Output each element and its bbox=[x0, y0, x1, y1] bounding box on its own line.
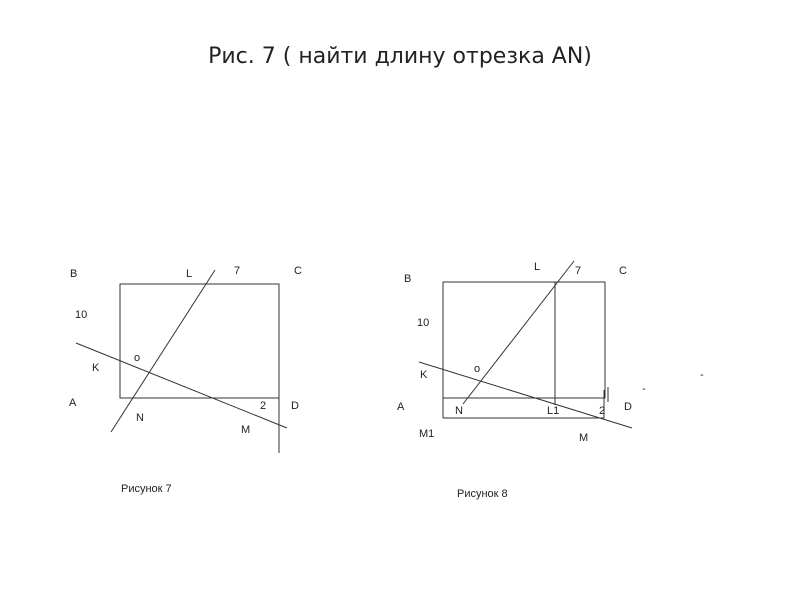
label-c-8: C bbox=[619, 265, 627, 277]
label-o-8: o bbox=[474, 363, 481, 375]
label-7: 7 bbox=[234, 265, 241, 277]
stray-mark-2: - bbox=[700, 369, 704, 381]
label-l-8: L bbox=[534, 261, 541, 273]
label-b-8: B bbox=[404, 273, 412, 285]
label-l: L bbox=[186, 268, 193, 280]
caption-figure-7: Рисунок 7 bbox=[121, 483, 172, 495]
label-o: o bbox=[134, 352, 141, 364]
label-a: A bbox=[69, 397, 77, 409]
label-n: N bbox=[136, 412, 144, 424]
label-2-8: 2 bbox=[599, 405, 606, 417]
label-2: 2 bbox=[260, 400, 267, 412]
rectangle-abcd-8 bbox=[443, 282, 605, 398]
page-title: Рис. 7 ( найти длину отрезка AN) bbox=[208, 44, 592, 69]
label-d: D bbox=[291, 400, 299, 412]
figure-8 bbox=[397, 261, 704, 500]
caption-figure-8: Рисунок 8 bbox=[457, 488, 508, 500]
label-k-8: K bbox=[420, 369, 428, 381]
label-m1-8: M1 bbox=[419, 428, 435, 440]
label-k: K bbox=[92, 362, 100, 374]
label-m-8: M bbox=[579, 432, 589, 444]
label-10: 10 bbox=[75, 309, 88, 321]
label-10-8: 10 bbox=[417, 317, 430, 329]
label-l1-8: L1 bbox=[547, 405, 560, 417]
label-7-8: 7 bbox=[575, 265, 582, 277]
figure-7 bbox=[69, 265, 302, 495]
line-km bbox=[76, 343, 287, 428]
line-ln bbox=[111, 270, 215, 432]
label-n-8: N bbox=[455, 405, 463, 417]
stray-mark-1: - bbox=[642, 383, 646, 395]
label-c: C bbox=[294, 265, 302, 277]
label-m: M bbox=[241, 424, 251, 436]
label-b: B bbox=[70, 268, 78, 280]
label-a-8: A bbox=[397, 401, 405, 413]
label-d-8: D bbox=[624, 401, 632, 413]
